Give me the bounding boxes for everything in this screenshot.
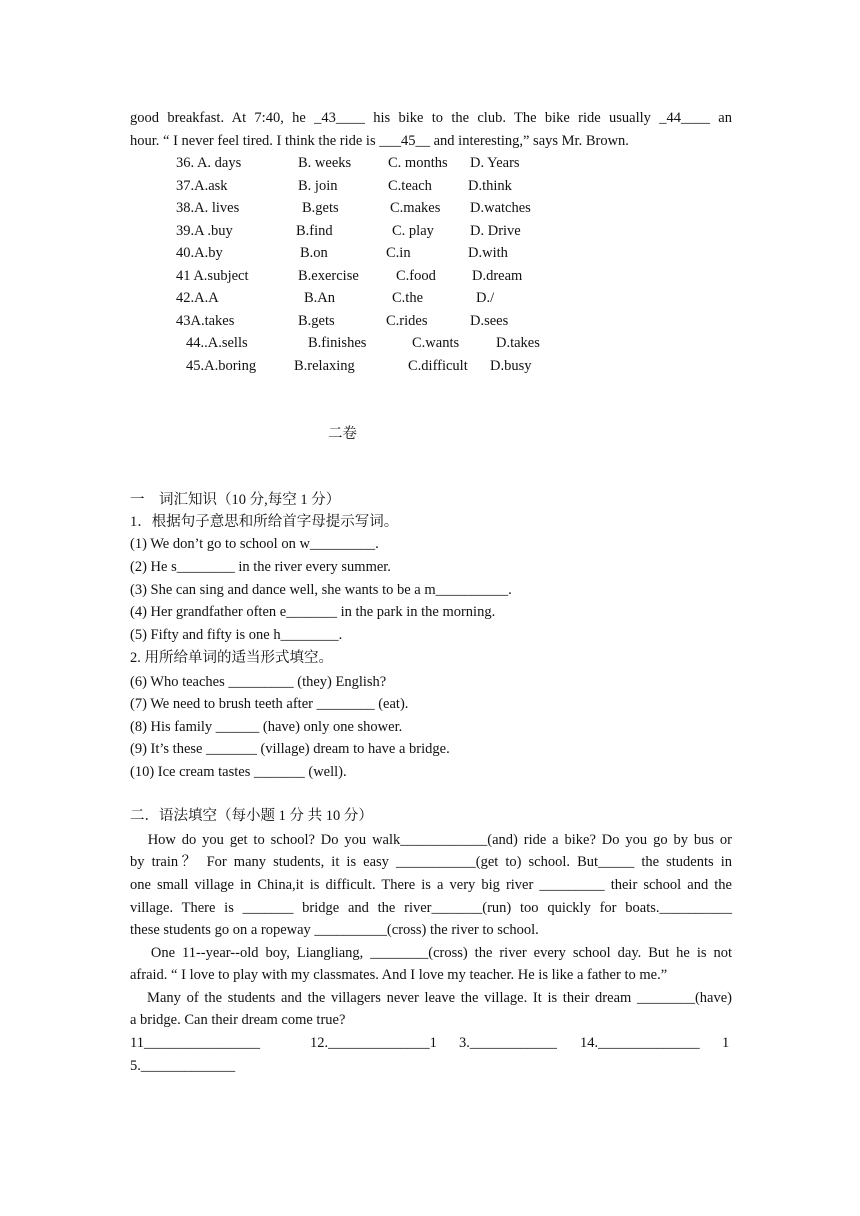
question-43-b: B.gets [298, 313, 335, 329]
word-form-item: (10) Ice cream tastes _______ (well). [130, 764, 347, 780]
vocab-item: (1) We don’t go to school on w_________. [130, 536, 379, 552]
question-42-a: 42.A.A [176, 290, 219, 306]
question-36-d: D. Years [470, 155, 520, 171]
question-38-a: 38.A. lives [176, 200, 240, 216]
section-1-instruction-1: 1．根据句子意思和所给首字母提示写词。 [130, 514, 399, 530]
section-2-heading: 二．语法填空（每小题 1 分 共 10 分） [130, 808, 373, 824]
answer-blank: 1 [722, 1035, 730, 1051]
question-39-b: B.find [296, 223, 333, 239]
answer-blank: 5._____________ [130, 1058, 236, 1074]
question-44-d: D.takes [496, 335, 540, 351]
cloze-line: Many of the students and the villagers never leave the village. It is their dream ________(have) [130, 990, 732, 1006]
vocab-item: (4) Her grandfather often e_______ in the park in the morning. [130, 604, 496, 620]
passage-line-2: hour. “ I never feel tired. I think the ride is ___45__ and interesting,” says Mr. Brown. [130, 133, 629, 149]
question-38-d: D.watches [470, 200, 531, 216]
question-43-c: C.rides [386, 313, 428, 329]
question-42-d: D./ [476, 290, 495, 306]
question-37-c: C.teach [388, 178, 432, 194]
question-44-b: B.finishes [308, 335, 367, 351]
cloze-line: How do you get to school? Do you walk____________(and) ride a bike? Do you go by bus or [130, 832, 732, 848]
question-45-d: D.busy [490, 358, 532, 374]
question-41-a: 41 A.subject [176, 268, 249, 284]
question-36-b: B. weeks [298, 155, 352, 171]
question-36-a: 36. A. days [176, 155, 242, 171]
word-form-item: (6) Who teaches _________ (they) English? [130, 674, 387, 690]
question-36-c: C. months [388, 155, 448, 171]
cloze-line: one small village in China,it is difficult. There is a very big river _________ their school and the [130, 877, 732, 893]
cloze-line: afraid. “ I love to play with my classmates. And I love my teacher. He is like a father to me.” [130, 967, 668, 983]
answer-blank: 11________________ [130, 1035, 260, 1051]
question-45-a: 45.A.boring [186, 358, 257, 374]
question-37-d: D.think [468, 178, 512, 194]
question-38-b: B.gets [302, 200, 339, 216]
question-38-c: C.makes [390, 200, 441, 216]
answer-blank: 14.______________ [580, 1035, 700, 1051]
question-40-a: 40.A.by [176, 245, 223, 261]
question-40-b: B.on [300, 245, 328, 261]
question-41-d: D.dream [472, 268, 523, 284]
question-42-c: C.the [392, 290, 424, 306]
question-45-c: C.difficult [408, 358, 468, 374]
question-42-b: B.An [304, 290, 336, 306]
question-39-d: D. Drive [470, 223, 521, 239]
cloze-line: these students go on a ropeway __________(cross) the river to school. [130, 922, 539, 938]
passage-line-1: good breakfast. At 7:40, he _43____ his bike to the club. The bike ride usually _44____ an [130, 110, 732, 126]
cloze-line: One 11--year--old boy, Liangliang, ________(cross) the river every school day. But he is not [130, 945, 732, 961]
vocab-item: (3) She can sing and dance well, she wants to be a m__________. [130, 582, 512, 598]
word-form-item: (9) It’s these _______ (village) dream to have a bridge. [130, 741, 450, 757]
question-37-b: B. join [298, 178, 338, 194]
section-1-heading: 一 词汇知识（10 分,每空 1 分） [130, 492, 341, 508]
word-form-item: (7) We need to brush teeth after ________ (eat). [130, 696, 409, 712]
question-37-a: 37.A.ask [176, 178, 228, 194]
answer-blank: 3.____________ [459, 1035, 557, 1051]
question-41-c: C.food [396, 268, 436, 284]
question-39-c: C. play [392, 223, 434, 239]
cloze-line: village. There is _______ bridge and the river_______(run) too quickly for boats.__________ [130, 900, 732, 916]
word-form-item: (8) His family ______ (have) only one shower. [130, 719, 403, 735]
vocab-item: (5) Fifty and fifty is one h________. [130, 627, 343, 643]
question-45-b: B.relaxing [294, 358, 355, 374]
question-39-a: 39.A .buy [176, 223, 233, 239]
question-43-d: D.sees [470, 313, 509, 329]
cloze-line: a bridge. Can their dream come true? [130, 1012, 346, 1028]
question-40-c: C.in [386, 245, 411, 261]
question-41-b: B.exercise [298, 268, 359, 284]
question-44-a: 44..A.sells [186, 335, 248, 351]
part-two-title: 二卷 [328, 426, 357, 442]
question-40-d: D.with [468, 245, 508, 261]
vocab-item: (2) He s________ in the river every summer. [130, 559, 391, 575]
cloze-line: by train？ For many students, it is easy ___________(get to) school. But_____ the students in [130, 854, 732, 870]
question-44-c: C.wants [412, 335, 460, 351]
answer-blank: 12.______________1 [310, 1035, 437, 1051]
question-43-a: 43A.takes [176, 313, 235, 329]
section-1-instruction-2: 2. 用所给单词的适当形式填空。 [130, 650, 333, 666]
